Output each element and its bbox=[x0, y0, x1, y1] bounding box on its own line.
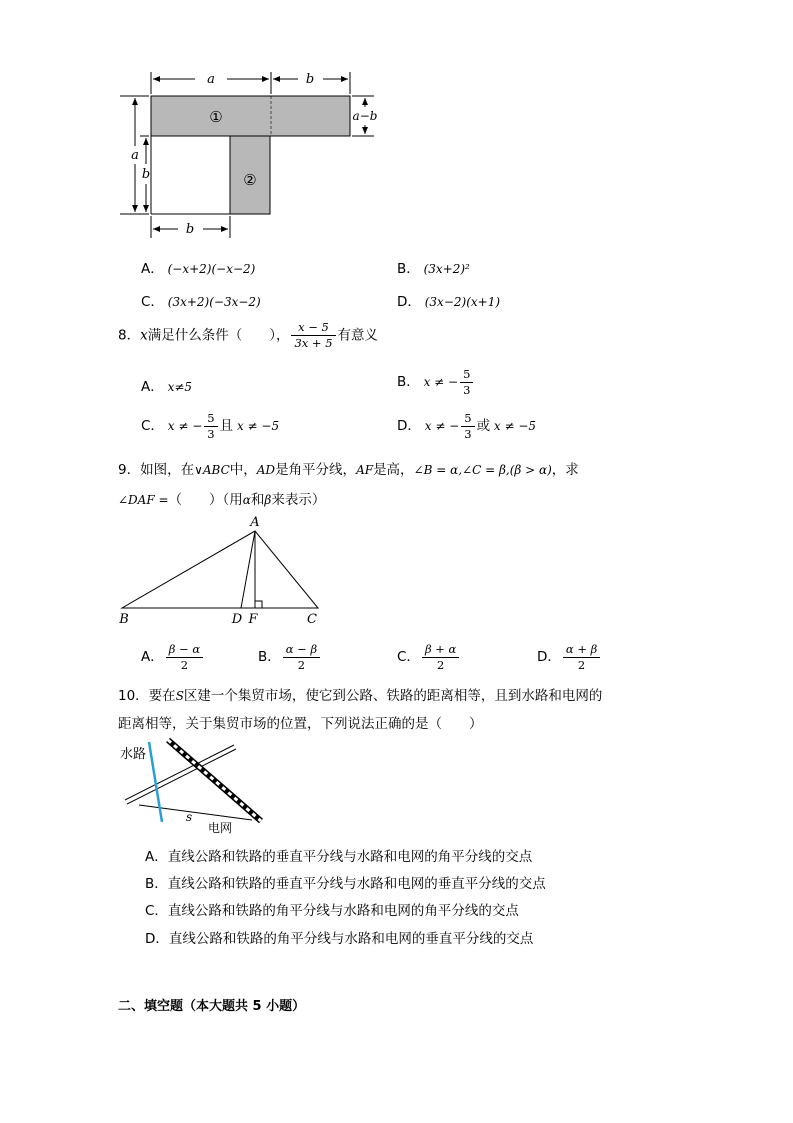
region-1-shape bbox=[151, 96, 350, 136]
option-expr-pre: x ≠ − bbox=[424, 419, 460, 433]
frac-den: 2 bbox=[436, 658, 445, 672]
q8-fraction bbox=[291, 320, 335, 351]
option-expr-post: x ≠ −5 bbox=[236, 419, 280, 433]
point-f-label: F bbox=[248, 612, 258, 627]
option-fraction bbox=[283, 642, 320, 673]
q9-text: ，求 bbox=[551, 462, 579, 478]
frac-den: 2 bbox=[297, 658, 306, 672]
frac-num: 5 bbox=[461, 411, 474, 427]
q9-triangle: ∨ABC bbox=[194, 463, 230, 477]
vertex-c-label: C bbox=[307, 612, 317, 627]
option-fraction bbox=[166, 642, 203, 673]
option-expr: (3x+2)² bbox=[423, 262, 470, 276]
option-letter: D． bbox=[397, 294, 421, 310]
vertex-a-label: A bbox=[250, 515, 260, 530]
q8-text-b: 有意义 bbox=[337, 327, 379, 344]
option-expr-pre: x ≠ − bbox=[423, 375, 459, 389]
q10-s: S bbox=[175, 689, 184, 703]
q9-text: 和 bbox=[250, 492, 265, 508]
frac-den: 3 bbox=[463, 383, 471, 397]
vertex-b-label: B bbox=[119, 612, 129, 627]
option-expr: (3x+2)(−3x−2) bbox=[167, 295, 261, 309]
q8-frac-num: x − 5 bbox=[291, 320, 335, 336]
q9-angle-dAF: ∠DAF = bbox=[118, 493, 169, 507]
label-a-top: a bbox=[207, 72, 215, 87]
option-letter: D． bbox=[397, 418, 421, 434]
option-letter: A． bbox=[141, 261, 164, 277]
q8-option-a[interactable] bbox=[141, 375, 192, 395]
q9-number: 9．如图，在 bbox=[118, 462, 195, 478]
option-text: 直线公路和铁路的垂直平分线与水路和电网的垂直平分线的交点 bbox=[167, 876, 546, 892]
q10-text: 距离相等，关于集贸市场的位置，下列说法正确的是（ ） bbox=[118, 716, 483, 732]
label-a-minus-b: a−b bbox=[352, 109, 378, 123]
option-letter: A． bbox=[141, 649, 164, 665]
option-fraction bbox=[422, 642, 459, 673]
option-letter: B． bbox=[145, 876, 168, 892]
frac-num: α + β bbox=[563, 642, 600, 658]
option-letter: B． bbox=[258, 649, 281, 665]
q9-text: 是高， bbox=[373, 462, 414, 478]
option-fraction bbox=[204, 411, 217, 442]
label-a-left: a bbox=[131, 148, 139, 163]
q10-option-a[interactable] bbox=[145, 845, 532, 865]
q9-text: （ ）（用 bbox=[168, 492, 243, 508]
q10-option-c[interactable] bbox=[145, 899, 519, 919]
q9-text: 来表示） bbox=[271, 492, 326, 508]
option-letter: C． bbox=[145, 903, 168, 919]
frac-den: 2 bbox=[180, 658, 189, 672]
q9-beta: β bbox=[264, 493, 272, 507]
q10-figure bbox=[116, 736, 276, 836]
q9-option-b[interactable] bbox=[258, 642, 322, 673]
frac-den: 3 bbox=[207, 427, 215, 441]
point-d-label: D bbox=[231, 612, 243, 627]
section-2-title bbox=[118, 995, 305, 1014]
q9-text: 中， bbox=[229, 462, 257, 478]
option-expr-post: x ≠ −5 bbox=[493, 419, 537, 433]
option-expr: x≠5 bbox=[167, 380, 193, 394]
water-label: 水路 bbox=[120, 747, 147, 762]
option-expr: (3x−2)(x+1) bbox=[424, 295, 501, 309]
option-expr: (−x+2)(−x−2) bbox=[167, 262, 256, 276]
q7-option-d[interactable] bbox=[397, 290, 500, 310]
q9-option-a[interactable] bbox=[141, 642, 205, 673]
q8-option-b[interactable] bbox=[397, 367, 475, 398]
q9-af: AF bbox=[356, 463, 374, 477]
option-conj: 或 bbox=[476, 418, 491, 434]
frac-num: α − β bbox=[283, 642, 320, 658]
q10-option-d[interactable] bbox=[145, 927, 533, 947]
frac-num: 5 bbox=[460, 367, 473, 383]
label-b-left: b bbox=[141, 167, 151, 182]
q9-option-d[interactable] bbox=[537, 642, 602, 673]
q10-stem-line2 bbox=[118, 712, 483, 732]
option-text: 直线公路和铁路的垂直平分线与水路和电网的角平分线的交点 bbox=[167, 849, 533, 865]
q8-var: x bbox=[140, 327, 148, 344]
q7-option-a[interactable] bbox=[141, 257, 255, 277]
grid-line bbox=[139, 805, 252, 820]
q9-triangle-figure bbox=[112, 512, 342, 630]
frac-den: 2 bbox=[577, 658, 586, 672]
q8-frac-den: 3x + 5 bbox=[294, 336, 333, 350]
q8-text-a: 满足什么条件（ ）， bbox=[147, 327, 290, 344]
q9-option-c[interactable] bbox=[397, 642, 461, 673]
q8-option-d[interactable] bbox=[397, 411, 536, 442]
option-letter: B． bbox=[397, 261, 420, 277]
frac-num: 5 bbox=[204, 411, 217, 427]
option-text: 直线公路和铁路的角平分线与水路和电网的垂直平分线的交点 bbox=[168, 931, 534, 947]
region-2-label: ② bbox=[243, 171, 257, 189]
q7-option-b[interactable] bbox=[397, 257, 470, 277]
label-b-bottom: b bbox=[185, 222, 195, 237]
q10-text: 区建一个集贸市场，使它到公路、铁路的距离相等，且到水路和电网的 bbox=[183, 688, 603, 704]
frac-num: β + α bbox=[422, 642, 459, 658]
option-letter: C． bbox=[397, 649, 420, 665]
option-letter: C． bbox=[141, 418, 164, 434]
q9-text: 是角平分线， bbox=[275, 462, 357, 478]
section-title-text: 二、填空题（本大题共 5 小题） bbox=[118, 999, 306, 1014]
option-text: 直线公路和铁路的角平分线与水路和电网的角平分线的交点 bbox=[167, 903, 519, 919]
q10-number: 10．要在 bbox=[118, 688, 176, 704]
q9-stem-line2 bbox=[118, 488, 325, 508]
option-letter: D． bbox=[537, 649, 561, 665]
q8-stem bbox=[118, 320, 378, 351]
q8-option-c[interactable] bbox=[141, 411, 279, 442]
option-fraction bbox=[460, 367, 473, 398]
grid-label: 电网 bbox=[208, 821, 233, 835]
q9-alpha: α bbox=[242, 493, 251, 507]
option-letter: A． bbox=[145, 849, 168, 865]
option-letter: A． bbox=[141, 379, 164, 395]
option-letter: C． bbox=[141, 294, 164, 310]
option-fraction bbox=[461, 411, 474, 442]
frac-num: β − α bbox=[166, 642, 203, 658]
q10-stem-line1 bbox=[118, 684, 602, 704]
frac-den: 3 bbox=[464, 427, 472, 441]
option-letter: D． bbox=[145, 931, 169, 947]
q10-option-b[interactable] bbox=[145, 872, 546, 892]
option-conj: 且 bbox=[219, 418, 234, 434]
q9-condition: ∠B = α,∠C = β,(β > α) bbox=[413, 463, 552, 477]
label-b-top: b bbox=[305, 72, 315, 87]
option-expr-pre: x ≠ − bbox=[167, 419, 203, 433]
option-letter: B． bbox=[397, 374, 420, 390]
q7-option-c[interactable] bbox=[141, 290, 261, 310]
q8-number: 8． bbox=[118, 327, 141, 344]
s-label: s bbox=[186, 810, 193, 824]
region-1-label: ① bbox=[209, 108, 223, 126]
q9-ad: AD bbox=[256, 463, 276, 477]
q7-figure bbox=[118, 66, 388, 246]
q9-stem-line1 bbox=[118, 458, 579, 478]
option-fraction bbox=[563, 642, 600, 673]
